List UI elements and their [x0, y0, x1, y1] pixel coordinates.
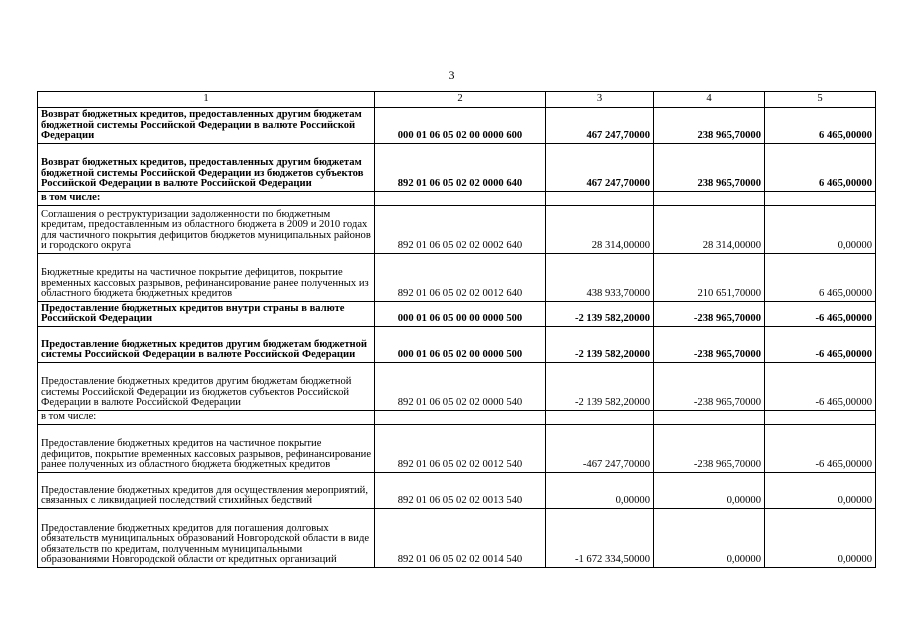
- amount-cell: -238 965,70000: [654, 425, 765, 473]
- amount-cell: 0,00000: [765, 509, 876, 568]
- amount-cell: [546, 192, 654, 206]
- table-row: [38, 302, 876, 327]
- description-cell: Возврат бюджетных кредитов, предоставленных другим бюджетам бюджетной системы Российской Федерации в валюте Российской Федерации: [38, 108, 375, 144]
- amount-cell: [765, 411, 876, 425]
- budget-table: [37, 91, 876, 568]
- amount-cell: 0,00000: [765, 473, 876, 509]
- description-cell: Предоставление бюджетных кредитов для осуществления мероприятий, связанных с ликвидацией последствий стихийных бедствий: [38, 473, 375, 509]
- table-row: [38, 425, 876, 473]
- description-cell: в том числе:: [38, 192, 375, 206]
- amount-cell: 0,00000: [765, 206, 876, 254]
- code-cell: 000 01 06 05 02 00 0000 500: [375, 327, 546, 363]
- page-number: 3: [448, 68, 455, 82]
- table-row: [38, 254, 876, 302]
- amount-cell: 6 465,00000: [765, 254, 876, 302]
- code-cell: 892 01 06 05 02 02 0014 540: [375, 509, 546, 568]
- description-cell: Предоставление бюджетных кредитов другим бюджетам бюджетной системы Российской Федерации из бюджетов субъектов Российской Федерации в валюте Российской Федерации: [38, 363, 375, 411]
- table-row: [38, 144, 876, 192]
- header-cell: 3: [546, 92, 654, 108]
- amount-cell: -6 465,00000: [765, 363, 876, 411]
- description-cell: Предоставление бюджетных кредитов для погашения долговых обязательств муниципальных образований Новгородской области в виде обязательств по кредитам, полученным муниципальными образованиями Новгородской области от кредитных организаций: [38, 509, 375, 568]
- table-row: [38, 206, 876, 254]
- description-cell: Возврат бюджетных кредитов, предоставленных другим бюджетам бюджетной системы Российской Федерации из бюджетов субъектов Российской Федерации в валюте Российской Федерации: [38, 144, 375, 192]
- table-row: [38, 327, 876, 363]
- amount-cell: 0,00000: [546, 473, 654, 509]
- header-row: [38, 92, 876, 108]
- amount-cell: -6 465,00000: [765, 425, 876, 473]
- header-cell: 5: [765, 92, 876, 108]
- amount-cell: -238 965,70000: [654, 363, 765, 411]
- code-cell: 892 01 06 05 02 02 0012 540: [375, 425, 546, 473]
- description-cell: в том числе:: [38, 411, 375, 425]
- description-cell: Предоставление бюджетных кредитов на частичное покрытие дефицитов, покрытие временных кассовых разрывов, рефинансирование ранее полученных из областного бюджета бюджетных кредитов: [38, 425, 375, 473]
- code-cell: [375, 192, 546, 206]
- code-cell: 892 01 06 05 02 02 0000 540: [375, 363, 546, 411]
- amount-cell: 238 965,70000: [654, 144, 765, 192]
- header-cell: 1: [38, 92, 375, 108]
- amount-cell: [654, 411, 765, 425]
- header-cell: 2: [375, 92, 546, 108]
- amount-cell: 467 247,70000: [546, 108, 654, 144]
- amount-cell: 28 314,00000: [546, 206, 654, 254]
- amount-cell: 6 465,00000: [765, 108, 876, 144]
- amount-cell: [765, 192, 876, 206]
- amount-cell: -238 965,70000: [654, 327, 765, 363]
- code-cell: [375, 411, 546, 425]
- amount-cell: -1 672 334,50000: [546, 509, 654, 568]
- amount-cell: 467 247,70000: [546, 144, 654, 192]
- amount-cell: 28 314,00000: [654, 206, 765, 254]
- code-cell: 000 01 06 05 00 00 0000 500: [375, 302, 546, 327]
- amount-cell: -467 247,70000: [546, 425, 654, 473]
- amount-cell: -238 965,70000: [654, 302, 765, 327]
- table-row: [38, 411, 876, 425]
- amount-cell: -2 139 582,20000: [546, 302, 654, 327]
- table-row: [38, 363, 876, 411]
- code-cell: 892 01 06 05 02 02 0002 640: [375, 206, 546, 254]
- description-cell: Бюджетные кредиты на частичное покрытие дефицитов, покрытие временных кассовых разрывов, рефинансирование ранее полученных из областного бюджета бюджетных кредитов: [38, 254, 375, 302]
- description-cell: Предоставление бюджетных кредитов внутри страны в валюте Российской Федерации: [38, 302, 375, 327]
- amount-cell: -2 139 582,20000: [546, 327, 654, 363]
- code-cell: 892 01 06 05 02 02 0000 640: [375, 144, 546, 192]
- code-cell: 892 01 06 05 02 02 0012 640: [375, 254, 546, 302]
- description-cell: Соглашения о реструктуризации задолженности по бюджетным кредитам, предоставленным из областного бюджета в 2009 и 2010 годах для частичного покрытия дефицитов бюджетов муниципальных районов и городского округа: [38, 206, 375, 254]
- amount-cell: 0,00000: [654, 509, 765, 568]
- description-cell: Предоставление бюджетных кредитов другим бюджетам бюджетной системы Российской Федерации в валюте Российской Федерации: [38, 327, 375, 363]
- table-row: [38, 473, 876, 509]
- code-cell: 000 01 06 05 02 00 0000 600: [375, 108, 546, 144]
- amount-cell: 0,00000: [654, 473, 765, 509]
- amount-cell: -6 465,00000: [765, 327, 876, 363]
- amount-cell: 238 965,70000: [654, 108, 765, 144]
- table-row: [38, 108, 876, 144]
- amount-cell: [654, 192, 765, 206]
- table-row: [38, 509, 876, 568]
- table-row: [38, 192, 876, 206]
- amount-cell: -6 465,00000: [765, 302, 876, 327]
- amount-cell: 6 465,00000: [765, 144, 876, 192]
- header-cell: 4: [654, 92, 765, 108]
- amount-cell: 438 933,70000: [546, 254, 654, 302]
- amount-cell: -2 139 582,20000: [546, 363, 654, 411]
- amount-cell: 210 651,70000: [654, 254, 765, 302]
- code-cell: 892 01 06 05 02 02 0013 540: [375, 473, 546, 509]
- amount-cell: [546, 411, 654, 425]
